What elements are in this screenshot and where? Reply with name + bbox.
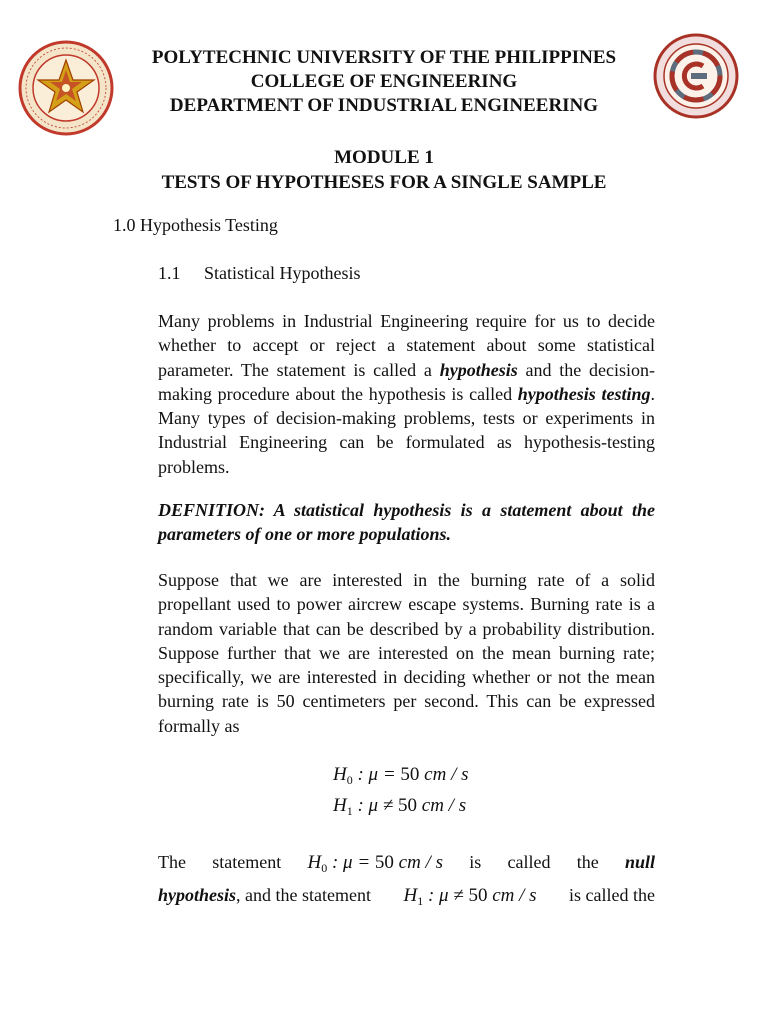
- para1-text-3: . Many types of decision-making problems, tests or experiments in Industrial Engineering can be formulated as hypothesis-testing problems.: [158, 383, 655, 477]
- text-is-called-the: is called the: [569, 885, 655, 905]
- section-heading: 1.0 Hypothesis Testing: [113, 215, 278, 235]
- ih1-unit: cm / s: [487, 885, 537, 906]
- module-title: MODULE 1: [334, 147, 434, 168]
- h0-sub: 0: [346, 773, 353, 787]
- h1-unit: cm / s: [417, 795, 467, 816]
- definition-paragraph: DEFNITION: A statistical hypothesis is a statement about the parameters of one or more populations.: [158, 500, 655, 545]
- h1-val: 50: [398, 795, 418, 816]
- ih1-var: H: [403, 885, 418, 906]
- ih0-sub: 0: [321, 861, 328, 875]
- department-name: DEPARTMENT OF INDUSTRIAL ENGINEERING: [169, 95, 599, 116]
- term-hypothesis-2: hypothesis: [158, 885, 237, 905]
- h0-var: H: [333, 764, 347, 785]
- null-hypothesis-equation: [333, 763, 469, 792]
- word-is: is: [469, 852, 482, 872]
- term-hypothesis-testing: hypothesis testing: [517, 383, 651, 404]
- subsection-title: Statistical Hypothesis: [204, 263, 361, 283]
- engineering-seal-logo: [653, 33, 739, 119]
- ih0-unit: cm / s: [393, 852, 443, 873]
- term-hypothesis: hypothesis: [439, 359, 518, 380]
- intro-paragraph: [158, 309, 655, 479]
- h0-rel: : μ =: [352, 764, 401, 785]
- h1-rel: : μ ≠: [352, 795, 399, 816]
- term-null: null: [624, 852, 655, 872]
- closing-line-2-left: [158, 883, 371, 907]
- text-and-statement: , and the statement: [236, 885, 371, 905]
- h0-val: 50: [400, 764, 420, 785]
- subsection-heading: [158, 262, 361, 284]
- word-the: The: [158, 852, 186, 872]
- ih0-val: 50: [374, 852, 394, 873]
- h1-sub: 1: [346, 804, 353, 818]
- alternative-hypothesis-equation: [333, 794, 466, 823]
- closing-line-2: [158, 883, 655, 913]
- pup-seal-logo: [18, 40, 114, 136]
- para1-text-1: Many problems in Industrial Engineering require for us to decide whether to accept or reject a statement about some statistical parameter. The statement is called a: [158, 311, 655, 380]
- ih1-sub: 1: [417, 894, 424, 908]
- subsection-number: 1.1: [158, 263, 181, 283]
- university-name: POLYTECHNIC UNIVERSITY OF THE PHILIPPINES: [151, 47, 617, 68]
- closing-line-1: [158, 850, 655, 880]
- college-name: COLLEGE OF ENGINEERING: [250, 71, 518, 92]
- ih1-val: 50: [468, 885, 488, 906]
- word-called: called: [507, 852, 551, 872]
- ih1-rel: : μ ≠: [423, 885, 469, 906]
- inline-null-equation: [307, 851, 443, 880]
- h0-unit: cm / s: [419, 764, 469, 785]
- word-the-2: the: [576, 852, 599, 872]
- h1-var: H: [333, 795, 347, 816]
- para1-text-2: and the decision-making procedure about the hypothesis is called: [158, 359, 655, 404]
- ih0-rel: : μ =: [327, 852, 375, 873]
- module-subtitle: TESTS OF HYPOTHESES FOR A SINGLE SAMPLE: [161, 172, 607, 193]
- inline-alt-equation: [403, 884, 536, 913]
- burning-rate-paragraph: Suppose that we are interested in the burning rate of a solid propellant used to power aircrew escape systems. Burning rate is a random variable that can be described by a probability distribution. Suppose further that we are interested on the mean burning rate; specifically, we are interested in deciding whether or not the mean burning rate is 50 centimeters per second. This can be expressed formally as: [158, 570, 655, 736]
- word-statement: statement: [212, 852, 282, 872]
- ih0-var: H: [307, 852, 322, 873]
